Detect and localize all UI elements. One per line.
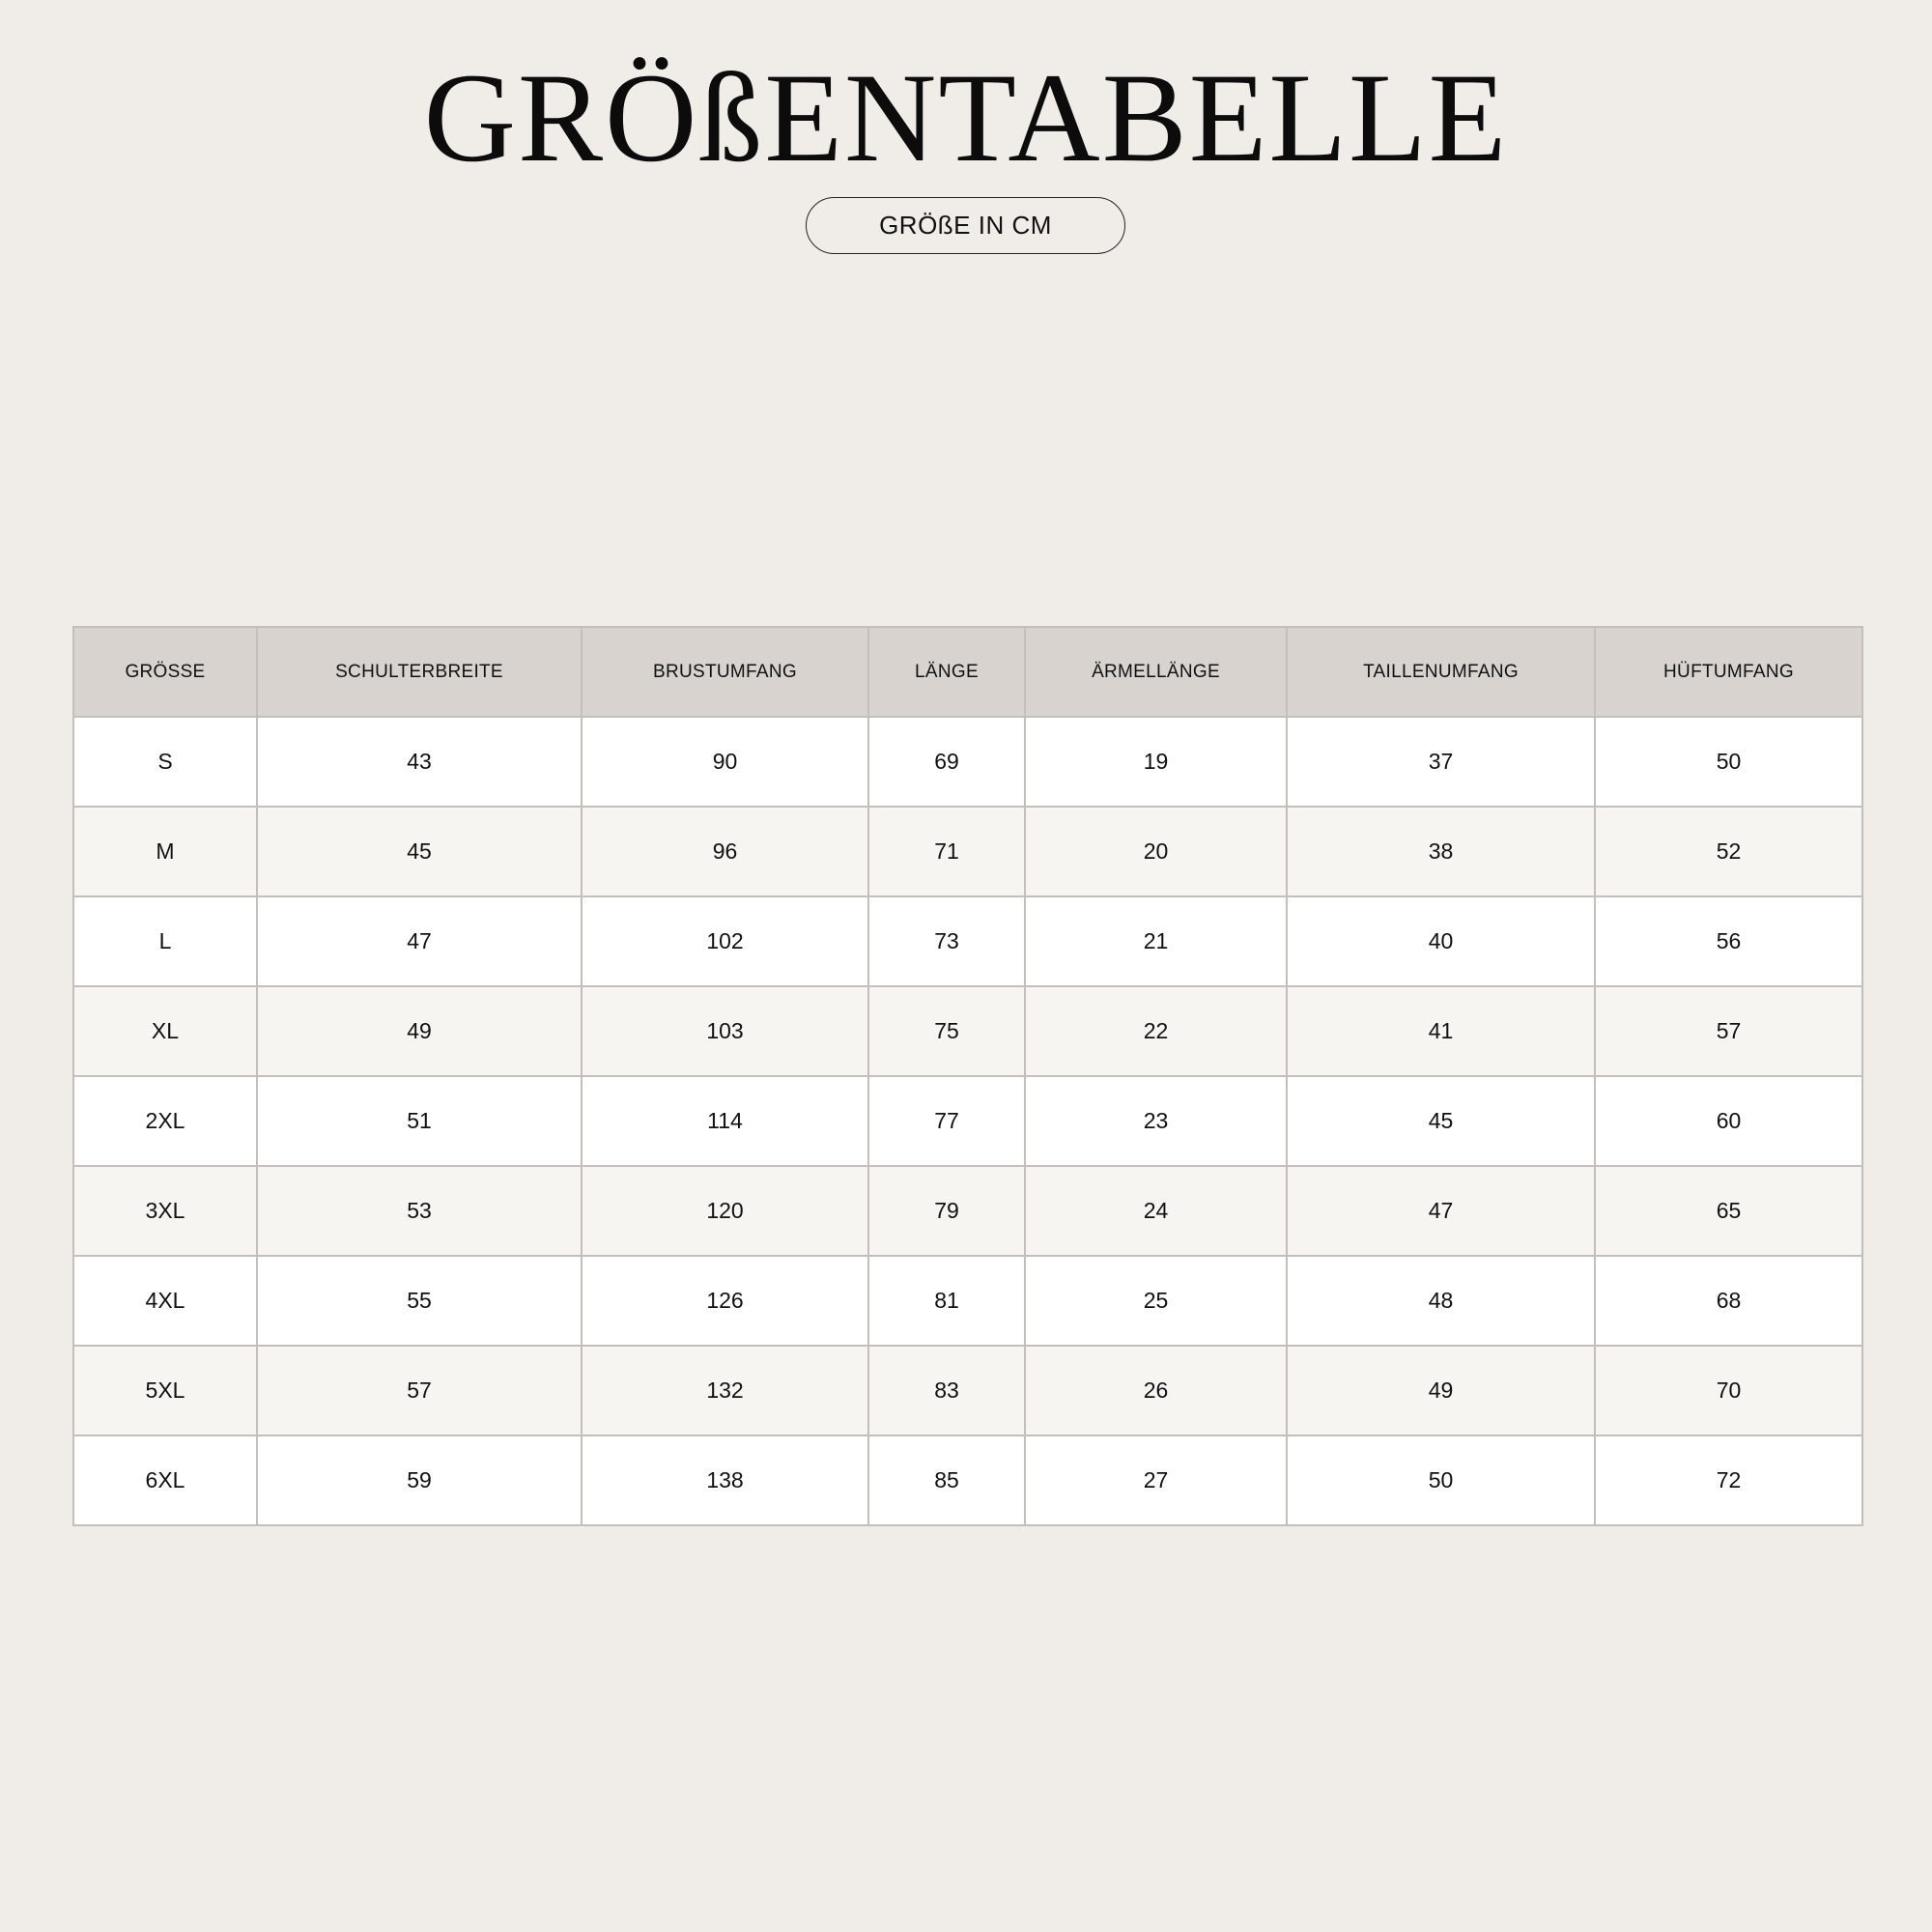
size-table <box>72 626 1863 1526</box>
measurement-cell: 126 <box>582 1256 868 1346</box>
size-label-cell: L <box>73 896 257 986</box>
measurement-cell: 83 <box>868 1346 1025 1435</box>
size-label-cell: 4XL <box>73 1256 257 1346</box>
size-label-cell: 5XL <box>73 1346 257 1435</box>
measurement-cell: 25 <box>1025 1256 1287 1346</box>
measurement-cell: 45 <box>1287 1076 1595 1166</box>
measurement-cell: 75 <box>868 986 1025 1076</box>
table-row <box>73 1166 1862 1256</box>
page-title: GRÖßENTABELLE <box>423 46 1509 188</box>
measurement-cell: 47 <box>1287 1166 1595 1256</box>
measurement-cell: 26 <box>1025 1346 1287 1435</box>
size-label-cell: 3XL <box>73 1166 257 1256</box>
measurement-cell: 57 <box>1595 986 1862 1076</box>
column-header: HÜFTUMFANG <box>1595 627 1862 717</box>
measurement-cell: 23 <box>1025 1076 1287 1166</box>
measurement-cell: 59 <box>257 1435 582 1525</box>
measurement-cell: 22 <box>1025 986 1287 1076</box>
measurement-cell: 40 <box>1287 896 1595 986</box>
table-body <box>73 717 1862 1525</box>
size-label-cell: M <box>73 807 257 896</box>
measurement-cell: 138 <box>582 1435 868 1525</box>
table-row <box>73 1076 1862 1166</box>
measurement-cell: 50 <box>1595 717 1862 807</box>
size-label-cell: 2XL <box>73 1076 257 1166</box>
table-row <box>73 807 1862 896</box>
measurement-cell: 132 <box>582 1346 868 1435</box>
measurement-cell: 49 <box>257 986 582 1076</box>
measurement-cell: 60 <box>1595 1076 1862 1166</box>
measurement-cell: 57 <box>257 1346 582 1435</box>
column-header: GRÖSSE <box>73 627 257 717</box>
measurement-cell: 56 <box>1595 896 1862 986</box>
table-row <box>73 1435 1862 1525</box>
measurement-cell: 90 <box>582 717 868 807</box>
measurement-cell: 27 <box>1025 1435 1287 1525</box>
measurement-cell: 55 <box>257 1256 582 1346</box>
measurement-cell: 49 <box>1287 1346 1595 1435</box>
measurement-cell: 19 <box>1025 717 1287 807</box>
column-header: SCHULTERBREITE <box>257 627 582 717</box>
table-row <box>73 896 1862 986</box>
measurement-cell: 85 <box>868 1435 1025 1525</box>
size-label-cell: 6XL <box>73 1435 257 1525</box>
size-label-cell: XL <box>73 986 257 1076</box>
measurement-cell: 114 <box>582 1076 868 1166</box>
table-header-row <box>73 627 1862 717</box>
measurement-cell: 45 <box>257 807 582 896</box>
column-header: BRUSTUMFANG <box>582 627 868 717</box>
measurement-cell: 51 <box>257 1076 582 1166</box>
measurement-cell: 41 <box>1287 986 1595 1076</box>
measurement-cell: 120 <box>582 1166 868 1256</box>
measurement-cell: 38 <box>1287 807 1595 896</box>
measurement-cell: 65 <box>1595 1166 1862 1256</box>
table-row <box>73 1346 1862 1435</box>
measurement-cell: 47 <box>257 896 582 986</box>
measurement-cell: 103 <box>582 986 868 1076</box>
measurement-cell: 79 <box>868 1166 1025 1256</box>
measurement-cell: 81 <box>868 1256 1025 1346</box>
column-header: LÄNGE <box>868 627 1025 717</box>
measurement-cell: 24 <box>1025 1166 1287 1256</box>
measurement-cell: 20 <box>1025 807 1287 896</box>
measurement-cell: 73 <box>868 896 1025 986</box>
column-header: TAILLENUMFANG <box>1287 627 1595 717</box>
measurement-cell: 43 <box>257 717 582 807</box>
measurement-cell: 70 <box>1595 1346 1862 1435</box>
measurement-cell: 96 <box>582 807 868 896</box>
measurement-cell: 52 <box>1595 807 1862 896</box>
measurement-cell: 77 <box>868 1076 1025 1166</box>
table-row <box>73 717 1862 807</box>
column-header: ÄRMELLÄNGE <box>1025 627 1287 717</box>
measurement-cell: 50 <box>1287 1435 1595 1525</box>
measurement-cell: 68 <box>1595 1256 1862 1346</box>
measurement-cell: 48 <box>1287 1256 1595 1346</box>
size-label-cell: S <box>73 717 257 807</box>
measurement-cell: 72 <box>1595 1435 1862 1525</box>
unit-badge: GRÖßE IN CM <box>806 197 1125 254</box>
table-row <box>73 986 1862 1076</box>
measurement-cell: 71 <box>868 807 1025 896</box>
measurement-cell: 53 <box>257 1166 582 1256</box>
measurement-cell: 21 <box>1025 896 1287 986</box>
measurement-cell: 69 <box>868 717 1025 807</box>
table-row <box>73 1256 1862 1346</box>
measurement-cell: 102 <box>582 896 868 986</box>
measurement-cell: 37 <box>1287 717 1595 807</box>
